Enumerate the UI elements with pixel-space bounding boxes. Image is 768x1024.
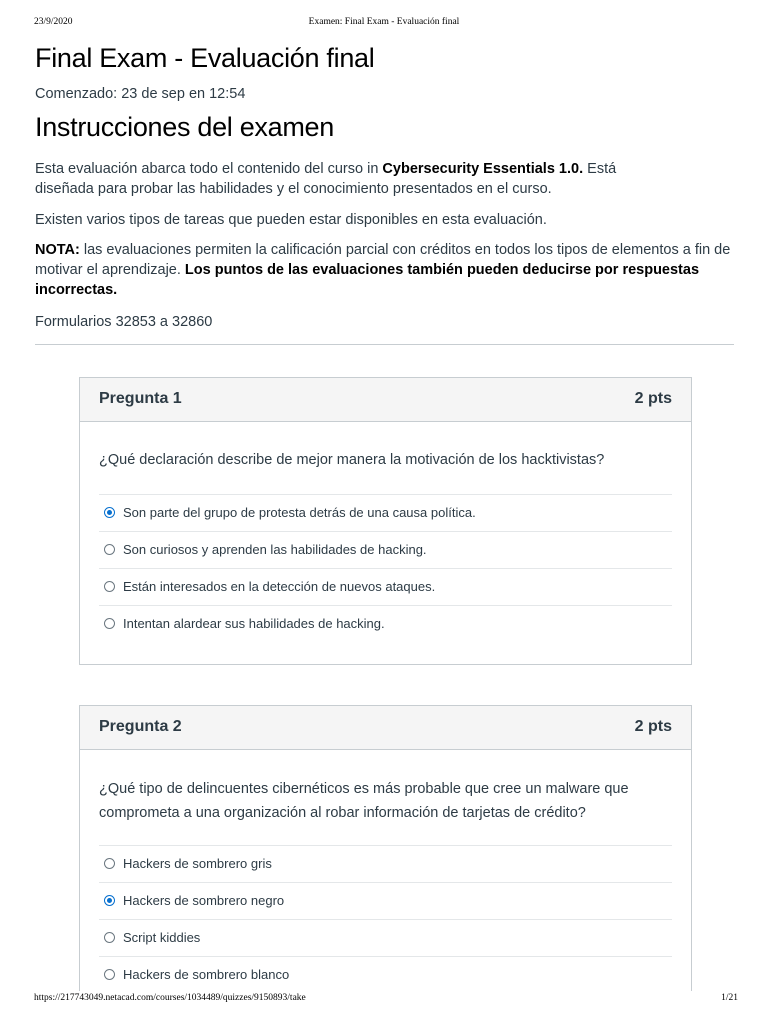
instructions-title: Instrucciones del examen xyxy=(35,112,334,142)
radio-icon[interactable] xyxy=(104,581,115,592)
question-points: 2 pts xyxy=(634,718,672,735)
print-url: https://217743049.netacad.com/courses/1034489/quizzes/9150893/take xyxy=(34,993,306,1003)
answer-label: Intentan alardear sus habilidades de hacking. xyxy=(123,616,385,631)
exam-title: Final Exam - Evaluación final xyxy=(35,43,375,73)
radio-icon[interactable] xyxy=(104,932,115,943)
question-title: Pregunta 2 xyxy=(99,718,182,735)
print-footer xyxy=(0,993,768,1007)
divider xyxy=(35,344,734,345)
answer-label: Son curiosos y aprenden las habilidades de hacking. xyxy=(123,542,427,557)
question-points: 2 pts xyxy=(634,390,672,407)
p3-text-b: las evaluaciones permiten la calificación parcial con créditos en todos los tipos de elementos a fin de motivar el aprendizaje. xyxy=(35,242,731,278)
answer-option[interactable] xyxy=(99,920,672,957)
print-title: Examen: Final Exam - Evaluación final xyxy=(308,17,460,27)
instructions-paragraph-1 xyxy=(35,159,655,199)
radio-icon[interactable] xyxy=(104,618,115,629)
instructions-paragraph-2: Existen varios tipos de tareas que pueden estar disponibles en esta evaluación. xyxy=(35,212,547,228)
started-time: Comenzado: 23 de sep en 12:54 xyxy=(35,86,246,102)
radio-icon[interactable] xyxy=(104,858,115,869)
instructions-paragraph-3 xyxy=(35,240,735,300)
answer-label: Script kiddies xyxy=(123,930,201,945)
answer-option[interactable] xyxy=(99,569,672,606)
p3-text-c: Los puntos de las evaluaciones también pueden deducirse por respuestas incorrectas. xyxy=(35,262,700,298)
question-1 xyxy=(79,377,692,665)
note-label: NOTA: xyxy=(35,242,80,258)
print-header xyxy=(0,17,768,31)
print-date: 23/9/2020 xyxy=(34,17,73,27)
main-content xyxy=(35,40,735,345)
answer-option[interactable] xyxy=(99,532,672,569)
answer-option[interactable] xyxy=(99,846,672,883)
answer-option[interactable] xyxy=(99,883,672,920)
answer-label: Están interesados en la detección de nuevos ataques. xyxy=(123,579,436,594)
answer-label: Hackers de sombrero negro xyxy=(123,893,285,908)
question-text: ¿Qué declaración describe de mejor manera la motivación de los hacktivistas? xyxy=(99,452,605,468)
radio-selected-icon[interactable] xyxy=(104,507,115,518)
answer-label: Hackers de sombrero blanco xyxy=(123,967,290,982)
question-header xyxy=(80,706,691,750)
question-header xyxy=(80,378,691,422)
answer-list xyxy=(99,845,672,993)
answer-list xyxy=(99,494,672,642)
answer-label: Son parte del grupo de protesta detrás de una causa política. xyxy=(123,505,476,520)
page-number: 1/21 xyxy=(721,993,738,1003)
answer-label: Hackers de sombrero gris xyxy=(123,856,272,871)
question-title: Pregunta 1 xyxy=(99,390,182,407)
question-text: ¿Qué tipo de delincuentes cibernéticos es más probable que cree un malware que comprometa a una organización al robar información de tarjetas de crédito? xyxy=(99,781,629,821)
radio-selected-icon[interactable] xyxy=(104,895,115,906)
instructions-forms: Formularios 32853 a 32860 xyxy=(35,314,213,330)
radio-icon[interactable] xyxy=(104,969,115,980)
p1-text-c: Está diseñada para probar las habilidades y el conocimiento presentados en el curso. xyxy=(35,161,617,197)
answer-option[interactable] xyxy=(99,495,672,532)
radio-icon[interactable] xyxy=(104,544,115,555)
p1-text-a: Esta evaluación abarca todo el contenido del curso in xyxy=(35,161,383,177)
question-2 xyxy=(79,705,692,991)
answer-option[interactable] xyxy=(99,957,672,993)
answer-option[interactable] xyxy=(99,606,672,642)
course-name: Cybersecurity Essentials 1.0. xyxy=(382,161,584,177)
